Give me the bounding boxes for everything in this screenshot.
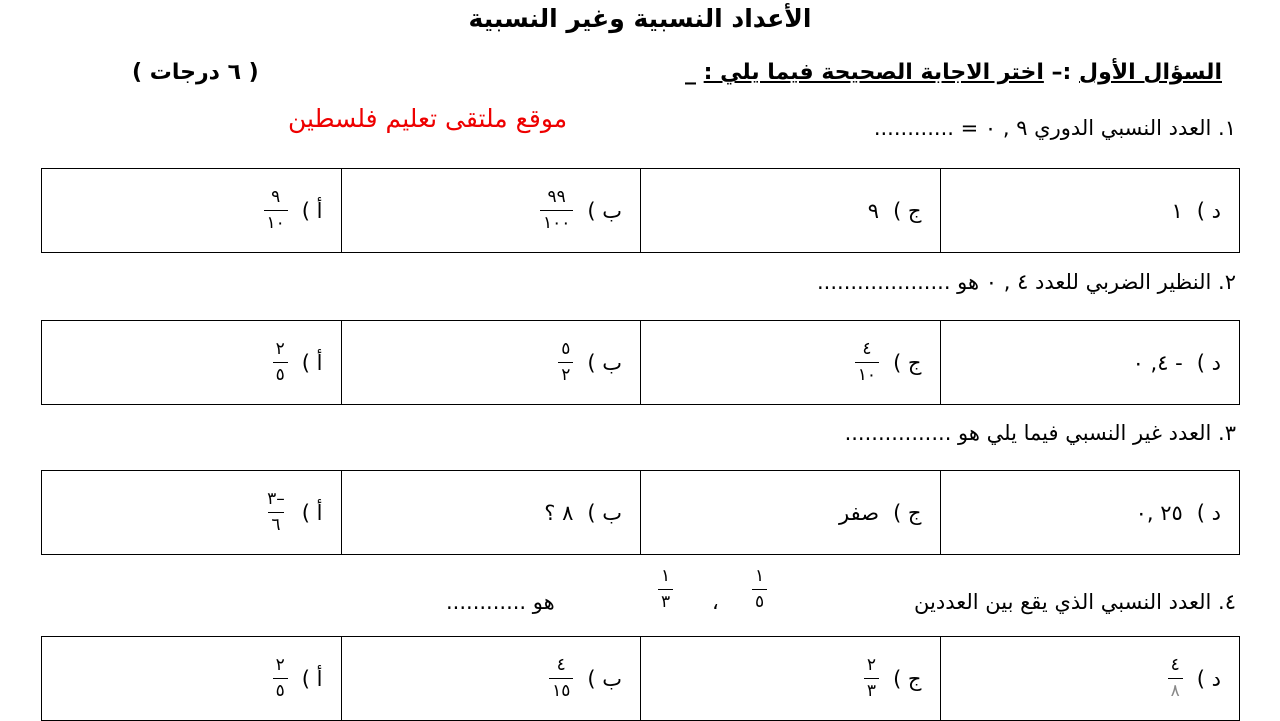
fraction: $\frac{-٣}{٦}$ xyxy=(267,489,285,535)
fraction: $\frac{٤}{٨}$ xyxy=(1168,657,1183,700)
question-2-text: ٢. النظير الضربي للعدد ٤ , ٠ هو .................... xyxy=(817,270,1236,294)
option-label: ب ) xyxy=(587,198,622,223)
option-label: ب ) xyxy=(587,350,622,375)
between-fraction-1: $\frac{١}{٥}$ xyxy=(752,566,767,611)
q2-option-d[interactable] xyxy=(940,321,1240,405)
q4-option-d[interactable] xyxy=(940,637,1240,721)
option-label: د ) xyxy=(1196,500,1221,525)
q1-option-b[interactable] xyxy=(341,169,641,253)
q3-option-a[interactable] xyxy=(42,471,342,555)
fraction: $\frac{٤}{١٠}$ xyxy=(855,341,879,384)
fraction: $\frac{٤}{١٥}$ xyxy=(549,657,573,700)
q4-option-b[interactable] xyxy=(341,637,641,721)
fraction: $\frac{٩٩}{١٠٠}$ xyxy=(540,189,573,232)
option-value: ٩ xyxy=(867,198,880,223)
worksheet-title: الأعداد النسبية وغير النسبية xyxy=(468,4,812,33)
section-heading xyxy=(685,60,1222,85)
question-4-text-tail: هو ............ xyxy=(446,590,555,614)
option-label: أ ) xyxy=(301,500,323,525)
q3-option-b[interactable] xyxy=(341,471,641,555)
q1-option-d[interactable] xyxy=(940,169,1240,253)
watermark-text: موقع ملتقى تعليم فلسطين xyxy=(288,104,568,133)
q2-option-a[interactable] xyxy=(42,321,342,405)
question-4-text: ٤. العدد النسبي الذي يقع بين العددين xyxy=(914,590,1236,614)
fraction: $\frac{٩}{١٠}$ xyxy=(264,189,288,232)
option-label: أ ) xyxy=(301,666,323,691)
section-heading-separator: :– xyxy=(1051,60,1072,85)
q3-option-d[interactable] xyxy=(940,471,1240,555)
option-label: ج ) xyxy=(893,350,922,375)
option-value: ١ xyxy=(1171,198,1183,223)
fraction: $\frac{٢}{٣}$ xyxy=(864,657,879,700)
question-3-text: ٣. العدد غير النسبي فيما يلي هو ................ xyxy=(844,421,1236,445)
between-fraction-2: $\frac{١}{٣}$ xyxy=(658,566,673,611)
question-1-text: ١. العدد النسبي الدوري ٩ , ٠ = ............ xyxy=(873,116,1236,140)
question-3-options xyxy=(41,470,1240,555)
option-label: ب ) xyxy=(587,500,622,525)
q4-option-c[interactable] xyxy=(641,637,941,721)
section-heading-instruction: اختر الاجابة الصحيحة فيما يلي : xyxy=(703,60,1044,85)
q3-option-c[interactable] xyxy=(641,471,941,555)
option-value: صفر xyxy=(839,500,880,525)
question-2-options xyxy=(41,320,1240,405)
q4-option-a[interactable] xyxy=(42,637,342,721)
option-label: ج ) xyxy=(893,198,922,223)
marks-label: ( ٦ درجات ) xyxy=(132,60,259,85)
option-value: - ٤, ٠ xyxy=(1132,350,1183,375)
option-value: ٢٥ ,٠ xyxy=(1135,500,1183,525)
option-label: د ) xyxy=(1196,666,1221,691)
option-value: ٨ ؟ xyxy=(544,500,574,525)
fraction: $\frac{٢}{٥}$ xyxy=(273,657,288,700)
section-heading-label: السؤال الأول xyxy=(1079,60,1222,85)
question-4-options xyxy=(41,636,1240,721)
section-heading-tail: _ xyxy=(684,60,696,85)
q2-option-c[interactable] xyxy=(641,321,941,405)
option-label: أ ) xyxy=(301,350,323,375)
option-label: ج ) xyxy=(893,500,922,525)
q2-option-b[interactable] xyxy=(341,321,641,405)
option-label: ج ) xyxy=(893,666,922,691)
fraction: $\frac{٢}{٥}$ xyxy=(273,341,288,384)
option-label: ب ) xyxy=(587,666,622,691)
between-separator: ، xyxy=(712,590,719,614)
q1-option-c[interactable] xyxy=(641,169,941,253)
fraction: $\frac{٥}{٢}$ xyxy=(558,341,573,384)
option-label: أ ) xyxy=(301,198,323,223)
q1-option-a[interactable] xyxy=(42,169,342,253)
option-label: د ) xyxy=(1196,350,1221,375)
option-label: د ) xyxy=(1196,198,1221,223)
question-1-options xyxy=(41,168,1240,253)
